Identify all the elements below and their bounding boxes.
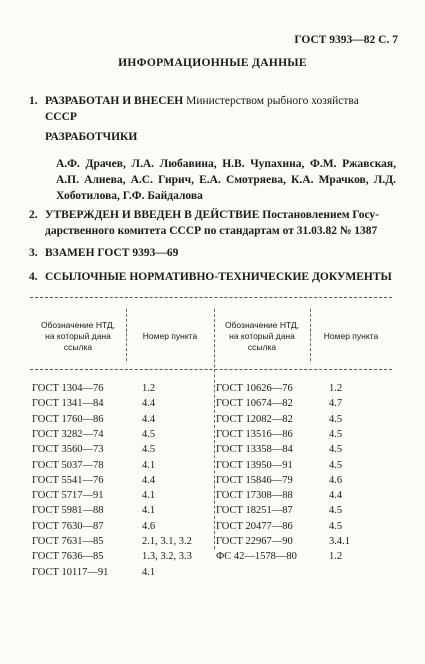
section-4 [29, 269, 392, 285]
table-cell-item: 4.4 [142, 474, 156, 486]
page-title: ИНФОРМАЦИОННЫЕ ДАННЫЕ [118, 57, 307, 69]
section-heading: ВЗАМЕН ГОСТ 9393—69 [45, 247, 179, 259]
table-cell-doc: ГОСТ 7636—85 [32, 551, 104, 563]
section-2 [29, 207, 379, 239]
section-1 [29, 93, 359, 125]
col-header-doc: Обозначение НТД, на который дана ссылка [40, 320, 116, 352]
table-cell-doc: ГОСТ 13950—91 [216, 459, 293, 471]
section-3 [29, 245, 178, 261]
table-cell-item: 4.4 [142, 413, 156, 425]
table-cell-item: 2.1, 3.1, 3.2 [142, 536, 192, 547]
developers-heading: РАЗРАБОТЧИКИ [45, 131, 138, 143]
section-number: 3. [29, 247, 38, 259]
table-cell-doc: ГОСТ 1760—86 [32, 413, 104, 425]
section-text: Министерством рыбного хозяйства [186, 95, 359, 107]
table-cell-doc: ГОСТ 10117—91 [32, 566, 109, 578]
table-cell-item: 1.2 [142, 383, 156, 394]
table-cell-item: 3.4.1 [329, 536, 350, 547]
page-header: ГОСТ 9393—82 С. 7 [294, 34, 398, 46]
table-cell-item: 4.5 [142, 444, 156, 456]
table-cell-item: 4.5 [329, 459, 343, 471]
table-header-rule [30, 369, 392, 370]
table-cell-item: 4.6 [329, 474, 343, 486]
table-cell-item: 4.5 [142, 428, 156, 440]
table-cell-doc: ГОСТ 17308—88 [216, 490, 293, 502]
table-cell-item: 4.5 [329, 520, 343, 532]
table-cell-doc: ГОСТ 20477—86 [216, 520, 293, 532]
table-cell-doc: ГОСТ 13358—84 [216, 444, 293, 456]
col-header-item: Номер пункта [323, 331, 379, 341]
table-cell-doc: ГОСТ 22967—90 [216, 536, 293, 547]
table-cell-doc: ГОСТ 10674—82 [216, 398, 293, 410]
col-header-doc: Обозначение НТД, на который дана ссылка [224, 320, 300, 352]
table-cell-doc: ГОСТ 10626—76 [216, 383, 293, 394]
table-top-rule [30, 297, 392, 298]
table-cell-item: 4.5 [329, 428, 343, 440]
table-cell-doc: ГОСТ 1304—76 [32, 383, 104, 394]
table-cell-doc: ГОСТ 12082—82 [216, 413, 293, 425]
section-number: 2. [29, 209, 38, 221]
table-cell-doc: ГОСТ 7630—87 [32, 520, 104, 532]
table-cell-item: 4.1 [142, 459, 156, 471]
table-cell-doc: ГОСТ 7631—85 [32, 536, 104, 547]
table-cell-doc: ГОСТ 3560—73 [32, 444, 104, 456]
table-cell-item: 4.1 [142, 505, 156, 517]
table-cell-item: 4.5 [329, 505, 343, 517]
table-cell-doc: ГОСТ 5717—91 [32, 490, 104, 502]
table-cell-doc: ГОСТ 3282—74 [32, 428, 104, 440]
col-header-item: Номер пункта [142, 331, 198, 341]
section-text: Постановлением Госу- [262, 209, 379, 221]
table-cell-doc: ГОСТ 5981—88 [32, 505, 104, 517]
table-cell-doc: ГОСТ 18251—87 [216, 505, 293, 517]
table-cell-item: 4.4 [142, 398, 156, 410]
table-cell-item: 1.2 [329, 551, 343, 563]
section-heading: УТВЕРЖДЕН И ВВЕДЕН В ДЕЙСТВИЕ [45, 209, 260, 221]
table-cell-doc: ГОСТ 1341—84 [32, 398, 104, 410]
table-cell-doc: ФС 42—1578—80 [216, 551, 297, 563]
section-heading: РАЗРАБОТАН И ВНЕСЕН [45, 95, 184, 107]
table-cell-item: 4.1 [142, 566, 156, 578]
table-cell-item: 1.2 [329, 383, 343, 394]
section-number: 1. [29, 95, 38, 107]
table-cell-item: 4.1 [142, 490, 156, 502]
table-cell-item: 4.7 [329, 398, 343, 410]
section-heading: ССЫЛОЧНЫЕ НОРМАТИВНО-ТЕХНИЧЕСКИЕ ДОКУМЕНТЫ [45, 271, 392, 283]
table-cell-item: 4.6 [142, 520, 156, 532]
table-cell-doc: ГОСТ 5541—76 [32, 474, 104, 486]
table-cell-item: 1.3, 3.2, 3.3 [142, 551, 192, 563]
table-cell-doc: ГОСТ 13516—86 [216, 428, 293, 440]
developers-list: А.Ф. Драчев, Л.А. Любавина, Н.В. Чупахина, Ф.М. Ржавская, А.П. Алиева, А.С. Гирич, Е.А. Смотряева, К.А. Мрачков, Л.Д. Хоботилова, Г.Ф. Байдалова [56, 158, 396, 202]
table-cell-item: 4.5 [329, 413, 343, 425]
section-text-cont: СССР [45, 111, 77, 123]
section-number: 4. [29, 271, 38, 283]
table-cell-doc: ГОСТ 15846—79 [216, 474, 293, 486]
section-text-cont: дарственного комитета СССР по стандартам от 31.03.82 № 1387 [45, 225, 378, 237]
table-cell-doc: ГОСТ 5037—78 [32, 459, 104, 471]
table-cell-item: 4.4 [329, 490, 343, 502]
table-cell-item: 4.5 [329, 444, 343, 456]
